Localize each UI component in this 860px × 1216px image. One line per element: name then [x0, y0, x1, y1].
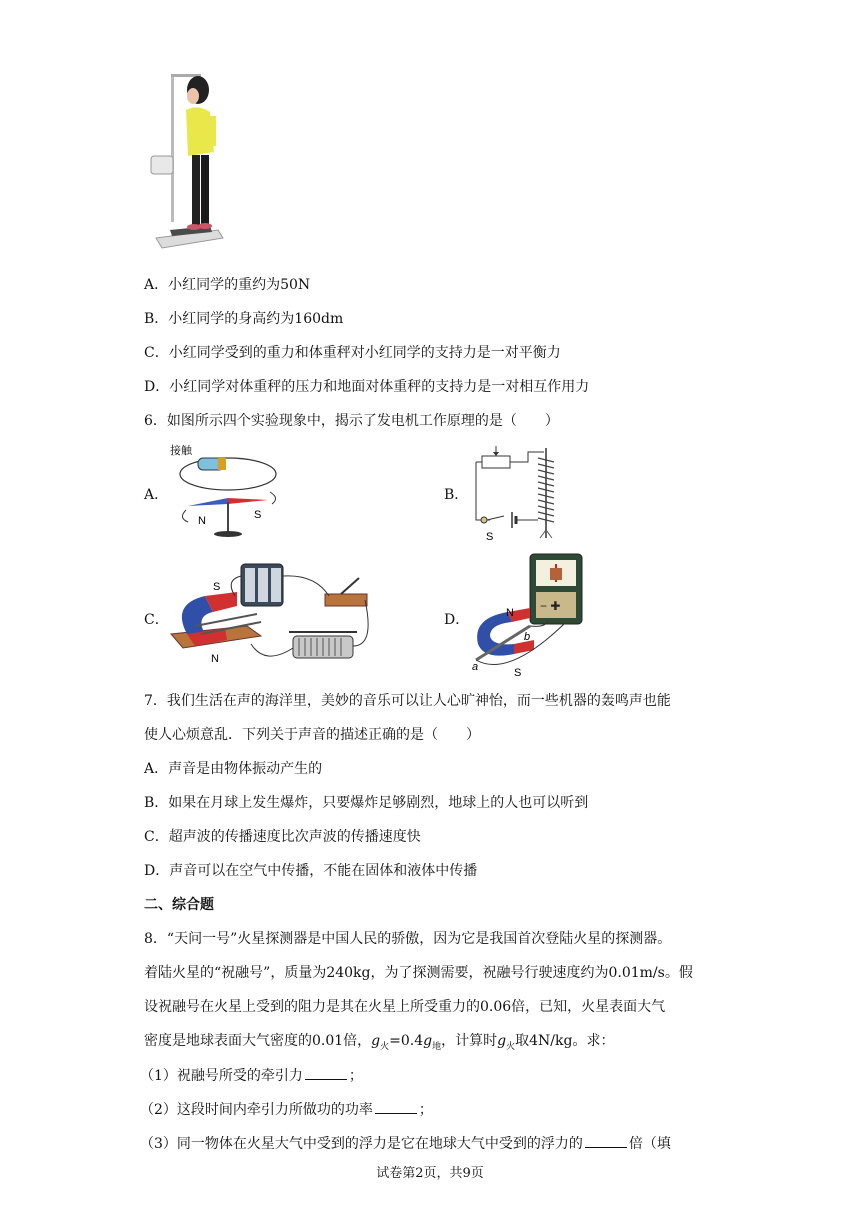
fig-c-n-label: N — [211, 653, 219, 665]
g-symbol: g — [497, 1033, 507, 1049]
q6-label-a: A． — [144, 487, 169, 503]
answer-blank[interactable] — [305, 1065, 347, 1080]
g-symbol: g — [371, 1033, 381, 1049]
fig-a-contact-label: 接触 — [170, 445, 192, 457]
q5-option-c: C．小红同学受到的重力和体重秤对小红同学的支持力是一对平衡力 — [144, 345, 561, 361]
fig-d-b-label: b — [524, 631, 531, 643]
q8-line2: 着陆火星的“祝融号”，质量为240kg，为了探测需要，祝融号行驶速度约为0.01m/s。假 — [144, 965, 693, 981]
page-footer: 试卷第2页，共9页 — [376, 1166, 484, 1181]
q7-option-a: A．声音是由物体振动产生的 — [144, 761, 323, 777]
eq: =0.4 — [389, 1033, 424, 1049]
answer-blank[interactable] — [375, 1099, 417, 1114]
q7-option-d: D．声音可以在空气中传播，不能在固体和液体中传播 — [144, 863, 478, 879]
q7-stem-line2: 使人心烦意乱．下列关于声音的描述正确的是（ ） — [144, 727, 480, 743]
svg-text:− ✚: − ✚ — [540, 599, 561, 613]
fig-d-n-label: N — [506, 607, 514, 619]
q8-line4-a: 密度是地球表面大气密度的0.01倍， — [144, 1033, 372, 1049]
figure-d-generator — [468, 552, 588, 678]
scale-figure — [148, 70, 228, 250]
sub-mars: 火 — [506, 1041, 516, 1052]
figure-c-motor — [165, 556, 375, 676]
figure-a-oersted — [168, 440, 288, 545]
q8-line4-c: 取4N/kg。求： — [515, 1033, 615, 1049]
q5-option-d: D．小红同学对体重秤的压力和地面对体重秤的支持力是一对相互作用力 — [144, 379, 590, 395]
fig-d-s-label: S — [514, 667, 522, 678]
q8-sub3-text: （3）同一物体在火星大气中受到的浮力是它在地球大气中受到的浮力的 — [140, 1136, 583, 1152]
answer-blank[interactable] — [585, 1133, 627, 1148]
q8-sub1 — [140, 1065, 363, 1086]
g-symbol: g — [423, 1033, 433, 1049]
q5-option-b: B．小红同学的身高约为160dm — [144, 311, 344, 327]
q7-option-b: B．如果在月球上发生爆炸，只要爆炸足够剧烈，地球上的人也可以听到 — [144, 795, 589, 811]
q5-option-a: A．小红同学的重约为50N — [144, 277, 311, 293]
q8-sub2-text: （2）这段时间内牵引力所做功的功率 — [140, 1102, 373, 1118]
q8-line1: 8．“天问一号”火星探测器是中国人民的骄傲，因为它是我国首次登陆火星的探测器。 — [144, 931, 672, 947]
q7-stem-line1: 7．我们生活在声的海洋里，美妙的音乐可以让人心旷神怡，而一些机器的轰鸣声也能 — [144, 693, 671, 709]
sub-mars: 火 — [380, 1041, 390, 1052]
sub-earth: 地 — [432, 1041, 442, 1052]
q8-line3: 设祝融号在火星上受到的阻力是其在火星上所受重力的0.06倍，已知，火星表面大气 — [144, 999, 666, 1015]
q6-stem: 6．如图所示四个实验现象中，揭示了发电机工作原理的是（ ） — [144, 413, 559, 429]
semicolon: ； — [418, 1102, 433, 1118]
fig-d-a-label: a — [472, 661, 479, 673]
q8-sub3-tail: 倍（填 — [628, 1136, 671, 1152]
q8-sub3 — [140, 1133, 671, 1154]
q8-sub2 — [140, 1099, 433, 1120]
section-title: 二、综合题 — [144, 897, 214, 913]
q6-label-c: C． — [144, 612, 169, 628]
fig-c-s-label: S — [213, 581, 221, 593]
semicolon: ； — [348, 1068, 363, 1084]
fig-a-s-label: S — [254, 509, 262, 521]
q8-line4 — [144, 1031, 614, 1057]
q7-option-c: C．超声波的传播速度比次声波的传播速度快 — [144, 829, 421, 845]
figure-b-electromagnet — [468, 442, 568, 546]
fig-a-n-label: N — [198, 515, 206, 527]
q8-line4-b: ，计算时 — [441, 1033, 498, 1049]
q8-sub1-text: （1）祝融号所受的牵引力 — [140, 1068, 303, 1084]
fig-b-s-label: S — [486, 531, 494, 543]
q6-label-d: D． — [444, 612, 470, 628]
q6-label-b: B． — [444, 487, 469, 503]
